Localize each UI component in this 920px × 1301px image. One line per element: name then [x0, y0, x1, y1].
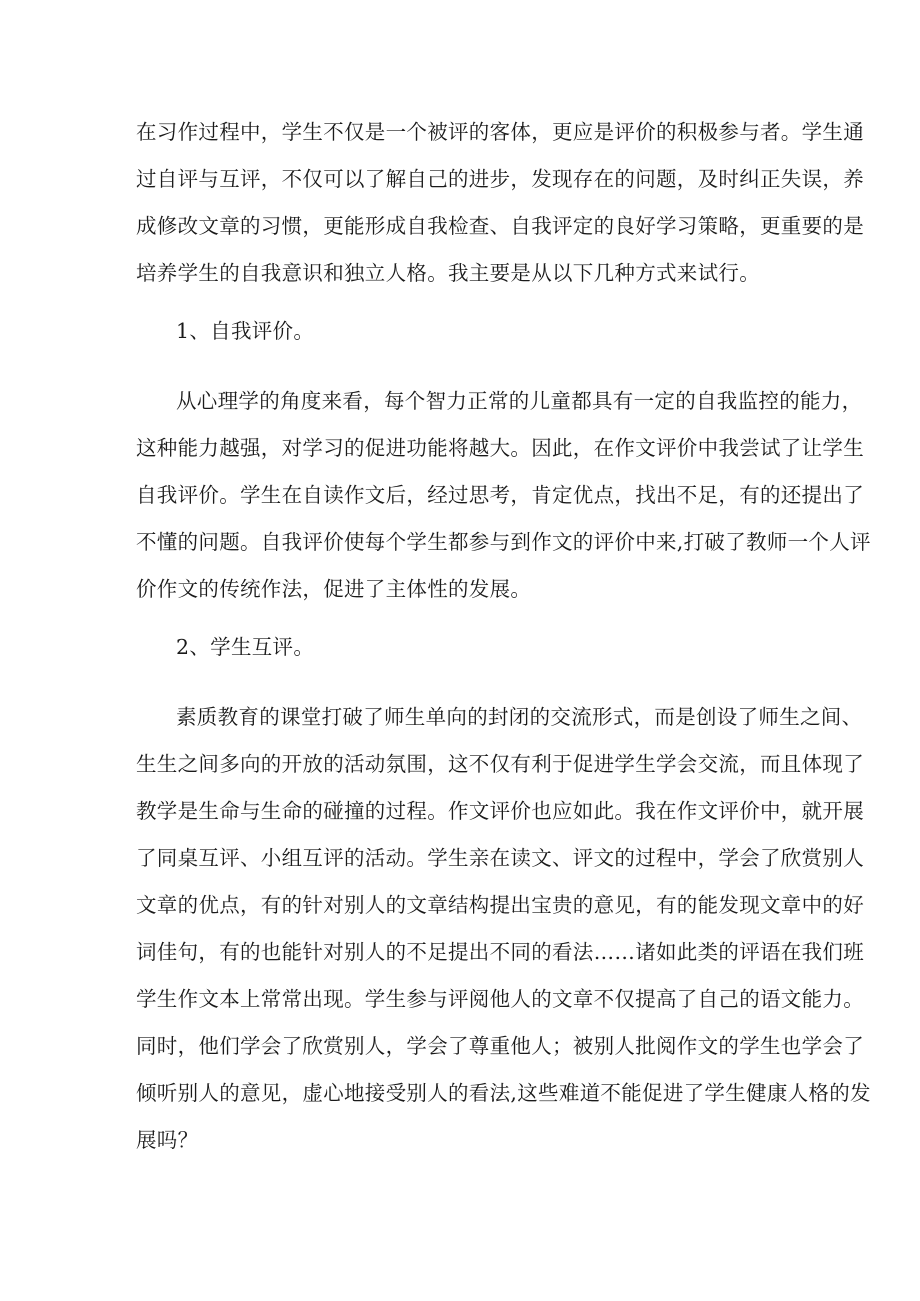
text-line: 价作文的传统作法，促进了主体性的发展。: [136, 577, 532, 601]
text-line: 教学是生命与生命的碰撞的过程。作文评价也应如此。我在作文评价中，就开展: [136, 799, 864, 823]
text-line: 文章的优点，有的针对别人的文章结构提出宝贵的意见，有的能发现文章中的好: [136, 893, 864, 917]
text-line: 自我评价。学生在自读作文后，经过思考，肯定优点，找出不足，有的还提出了: [136, 483, 864, 507]
text-line: 培养学生的自我意识和独立人格。我主要是从以下几种方式来试行。: [136, 261, 760, 285]
text-line: 从心理学的角度来看，每个智力正常的儿童都具有一定的自我监控的能力，: [176, 389, 863, 413]
text-line: 成修改文章的习惯，更能形成自我检查、自我评定的良好学习策略，更重要的是: [136, 214, 864, 238]
text-line: 了同桌互评、小组互评的活动。学生亲在读文、评文的过程中，学会了欣赏别人: [136, 846, 864, 870]
section-heading-self-evaluation: 1、自我评价。: [176, 319, 315, 343]
text-line: 生生之间多向的开放的活动氛围，这不仅有利于促进学生学会交流，而且体现了: [136, 752, 864, 776]
text-line: 素质教育的课堂打破了师生单向的封闭的交流形式，而是创设了师生之间、: [176, 705, 863, 729]
text-line: 展吗？: [136, 1128, 199, 1152]
text-line: 词佳句，有的也能针对别人的不足提出不同的看法……诸如此类的评语在我们班: [136, 940, 864, 964]
text-line: 学生作文本上常常出现。学生参与评阅他人的文章不仅提高了自己的语文能力。: [136, 987, 864, 1011]
text-line: 倾听别人的意见，虚心地接受别人的看法,这些难道不能促进了学生健康人格的发: [136, 1081, 871, 1105]
text-line: 同时，他们学会了欣赏别人，学会了尊重他人；被别人批阅作文的学生也学会了: [136, 1034, 864, 1058]
text-line: 不懂的问题。自我评价使每个学生都参与到作文的评价中来,打破了教师一个人评: [136, 530, 871, 554]
text-line: 这种能力越强，对学习的促进功能将越大。因此，在作文评价中我尝试了让学生: [136, 436, 864, 460]
text-line: 过自评与互评，不仅可以了解自己的进步，发现存在的问题，及时纠正失误，养: [136, 167, 864, 191]
text-line: 在习作过程中，学生不仅是一个被评的客体，更应是评价的积极参与者。学生通: [136, 120, 864, 144]
section-heading-peer-evaluation: 2、学生互评。: [176, 635, 315, 659]
